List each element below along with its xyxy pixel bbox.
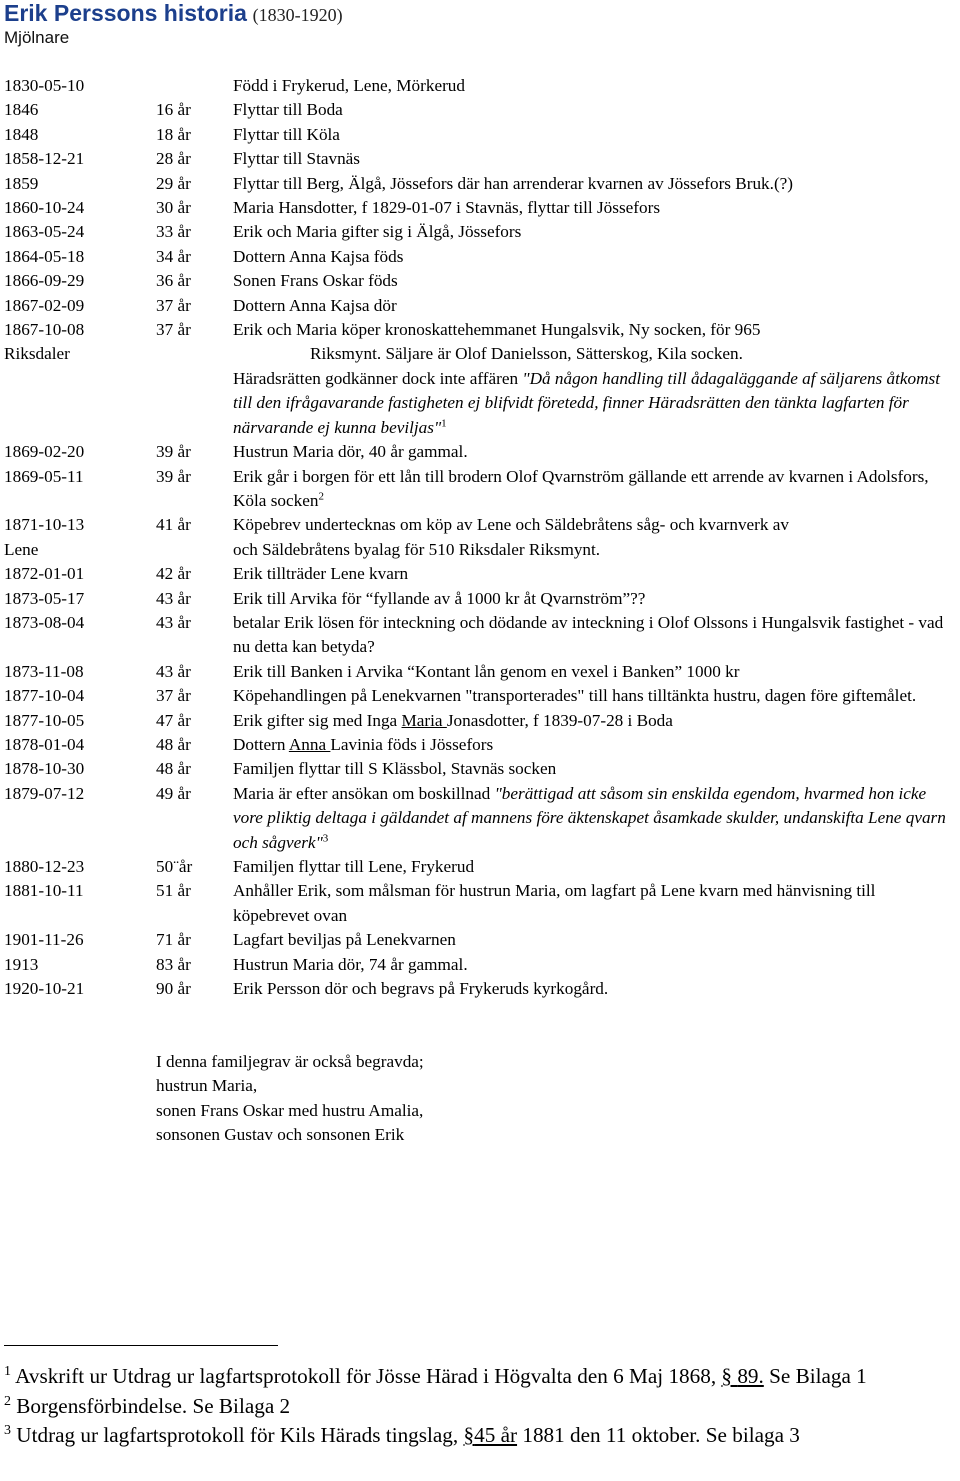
entry-age: 71 år: [156, 930, 191, 950]
timeline-entry: [0, 440, 960, 464]
entry-text: Anhåller Erik, som målsman för hustrun Maria, om lagfart på Lene kvarn med hänvisning till köpebrevet ovan: [233, 881, 876, 925]
entry-age: 43 år: [156, 661, 191, 681]
entry-date: 1858-12-21: [4, 149, 85, 169]
family-grave-note: [156, 1050, 424, 1148]
grave-line: I denna familjegrav är också begravda;: [156, 1052, 424, 1071]
footnote-tail: 1881 den 11 oktober. Se bilaga 3: [517, 1423, 800, 1447]
entry-date: 1846: [4, 100, 39, 120]
section-ref: § 89.: [721, 1364, 764, 1388]
entry-text: [233, 465, 951, 514]
footnote-ref[interactable]: 2: [318, 490, 324, 503]
timeline-entry: [0, 879, 960, 928]
entry-body: Erik går i borgen för ett lån till brodern Olof Qvarnström gällande ett arrende av kvarnen i Adolsfors, Köla socken: [233, 466, 929, 510]
timeline-entry: [0, 245, 960, 269]
timeline-entry: [0, 220, 960, 244]
entry-age: 49 år: [156, 783, 191, 803]
timeline-entry: [0, 74, 960, 98]
entry-date: 1871-10-13: [4, 515, 85, 535]
entry-age: 34 år: [156, 246, 191, 266]
entry-text: [233, 709, 951, 733]
entry-plain-text: Maria är efter ansökan om boskillnad: [233, 783, 495, 803]
footnote-number: 2: [4, 1393, 11, 1409]
entry-age: 43 år: [156, 612, 191, 632]
entry-age: 83 år: [156, 954, 191, 974]
underlined-name: Anna: [288, 734, 331, 754]
entry-text: Erik och Maria gifter sig i Älgå, Jössefors: [233, 222, 522, 242]
section-number: 89.: [737, 1364, 764, 1388]
entry-date: 1878-01-04: [4, 734, 85, 754]
entry-text: Erik till Banken i Arvika “Kontant lån genom en vexel i Banken” 1000 kr: [233, 661, 740, 681]
entry-text-part: Jonasdotter, f 1839-07-28 i Boda: [446, 710, 673, 730]
entry-date: 1920-10-21: [4, 979, 85, 999]
entry-date: 1869-05-11: [4, 466, 84, 486]
title-years: (1830-1920): [252, 5, 343, 25]
timeline: [0, 74, 960, 1001]
entry-text: Lagfart beviljas på Lenekvarnen: [233, 930, 456, 950]
entry-age: 41 år: [156, 515, 191, 535]
entry-date: 1848: [4, 124, 39, 144]
timeline-entry: [0, 709, 960, 733]
occupation-subtitle: Mjölnare: [4, 28, 70, 47]
entry-plain-text: Häradsrätten godkänner dock inte affären: [233, 368, 523, 388]
entry-text-part: Lavinia föds i Jössefors: [330, 734, 494, 754]
entry-age: 16 år: [156, 100, 191, 120]
footnote-text: Utdrag ur lagfartsprotokoll för Kils Härads tingslag,: [11, 1423, 464, 1447]
section-ref: §45 år: [463, 1423, 518, 1447]
entry-date: 1830-05-10: [4, 76, 85, 95]
entry-text: Köpebrev undertecknas om köp av Lene och Säldebråtens såg- och kvarnverk av: [233, 515, 790, 535]
entry-age: 42 år: [156, 564, 191, 584]
timeline-entry: [0, 782, 960, 855]
entry-text: Flyttar till Boda: [233, 100, 343, 120]
timeline-entry: [0, 953, 960, 977]
entry-date: 1879-07-12: [4, 783, 85, 803]
entry-age: 37 år: [156, 686, 191, 706]
timeline-entry: [0, 123, 960, 147]
entry-age: 36 år: [156, 271, 191, 291]
entry-age: 37 år: [156, 295, 191, 315]
entry-text: betalar Erik lösen för inteckning och dödande av inteckning i Olof Olssons i Hungalsvik fastighet - vad nu detta kan betyda?: [233, 612, 944, 657]
entry-text: Familjen flyttar till Lene, Frykerud: [233, 857, 475, 876]
entry-text: Född i Frykerud, Lene, Mörkerud: [233, 76, 465, 95]
entry-age: 47 år: [156, 710, 191, 730]
timeline-entry: [0, 660, 960, 684]
entry-date: 1872-01-01: [4, 564, 85, 584]
entry-continuation: [233, 367, 951, 440]
timeline-entry: [0, 98, 960, 122]
entry-text-part: Dottern: [233, 734, 289, 754]
entry-date: 1869-02-20: [4, 442, 85, 462]
entry-age: 29 år: [156, 173, 191, 193]
entry-age: 51 år: [156, 881, 191, 901]
entry-date: 1877-10-05: [4, 710, 85, 730]
timeline-entry: [0, 611, 960, 660]
entry-date: 1863-05-24: [4, 222, 85, 242]
entry-age: 33 år: [156, 222, 191, 242]
footnote-text: Borgensförbindelse. Se Bilaga 2: [11, 1393, 291, 1418]
timeline-entry: [0, 269, 960, 293]
entry-age: 48 år: [156, 759, 191, 779]
footnote-ref[interactable]: 1: [441, 416, 447, 429]
document-title: [4, 0, 343, 29]
section-number: 45 år: [474, 1423, 518, 1447]
underlined-name: Maria: [401, 710, 447, 730]
entry-text: Dottern Anna Kajsa dör: [233, 295, 397, 315]
grave-line: sonsonen Gustav och sonsonen Erik: [156, 1125, 405, 1145]
entry-date: 1881-10-11: [4, 881, 84, 901]
entry-age: 48 år: [156, 734, 191, 754]
timeline-entry: [0, 513, 960, 562]
timeline-entry: [0, 562, 960, 586]
footnote-number: 1: [4, 1363, 11, 1379]
entry-date: 1873-05-17: [4, 588, 85, 608]
entry-text: Erik Persson dör och begravs på Frykeruds kyrkogård.: [233, 979, 609, 999]
entry-text: [233, 733, 951, 757]
entry-date: 1913: [4, 954, 39, 974]
entry-date: 1867-10-08: [4, 320, 85, 340]
entry-text: Erik till Arvika för “fyllande av å 1000 kr åt Qvarnström”??: [233, 588, 646, 608]
footnote-ref[interactable]: 3: [322, 831, 329, 844]
entry-quote: "Då någon handling till ådagaläggande af säljarens åtkomst till den ifrågavarande fastigheten ej blifvidt företedd, finner Häradsrätten den tänkta lagfarten för närvarande ej kunna beviljas": [233, 368, 941, 437]
timeline-entry: [0, 587, 960, 611]
entry-age: 37 år: [156, 320, 191, 340]
footnote: [4, 1392, 956, 1422]
entry-text: Familjen flyttar till S Klässbol, Stavnäs socken: [233, 759, 557, 779]
entry-date: 1866-09-29: [4, 271, 85, 291]
entry-text: Maria Hansdotter, f 1829-01-07 i Stavnäs, flyttar till Jössefors: [233, 198, 661, 218]
entry-age: 39 år: [156, 466, 191, 486]
entry-date: 1864-05-18: [4, 246, 85, 266]
entry-text: Hustrun Maria dör, 40 år gammal.: [233, 442, 468, 462]
entry-text: Dottern Anna Kajsa föds: [233, 246, 404, 266]
timeline-entry: [0, 172, 960, 196]
entry-date: 1878-10-30: [4, 759, 85, 779]
timeline-entry: [0, 318, 960, 440]
footnote-number: 3: [4, 1422, 11, 1438]
timeline-entry: [0, 733, 960, 757]
entry-text: Sonen Frans Oskar föds: [233, 271, 398, 291]
entry-date: 1901-11-26: [4, 930, 84, 950]
entry-text: Hustrun Maria dör, 74 år gammal.: [233, 954, 468, 974]
timeline-entry: [0, 465, 960, 514]
entry-date: 1860-10-24: [4, 198, 85, 218]
entry-text: Flyttar till Köla: [233, 124, 340, 144]
entry-age: 90 år: [156, 979, 191, 999]
grave-line: hustrun Maria,: [156, 1076, 258, 1096]
grave-line: sonen Frans Oskar med hustru Amalia,: [156, 1100, 424, 1120]
entry-text: Flyttar till Stavnäs: [233, 149, 360, 169]
footnote: [4, 1421, 956, 1451]
entry-date: 1880-12-23: [4, 857, 85, 876]
entry-text: Köpehandlingen på Lenekvarnen "transporterades" till hans tilltänkta hustru, dagen före giftemålet.: [233, 686, 917, 706]
entry-text: Erik tillträder Lene kvarn: [233, 564, 409, 584]
entry-age: 30 år: [156, 198, 191, 218]
entry-age: 43 år: [156, 588, 191, 608]
entry-age: 39 år: [156, 442, 191, 462]
entry-text-part: Erik gifter sig med Inga: [233, 710, 402, 730]
entry-age: 50¨år: [156, 857, 193, 876]
entry-continuation: Riksmynt. Säljare är Olof Danielsson, Sätterskog, Kila socken.: [310, 344, 743, 364]
entry-sublabel: Lene: [4, 539, 39, 559]
footnote-text: Avskrift ur Utdrag ur lagfartsprotokoll för Jösse Härad i Högvalta den 6 Maj 1868,: [11, 1364, 722, 1388]
footnote-tail: Se Bilaga 1: [763, 1364, 867, 1388]
entry-text: Erik och Maria köper kronoskattehemmanet Hungalsvik, Ny socken, för 965: [233, 320, 761, 340]
entry-date: 1877-10-04: [4, 686, 85, 706]
footnote-separator: [4, 1345, 278, 1346]
entry-age: 18 år: [156, 124, 191, 144]
entry-text: [233, 782, 951, 855]
timeline-entry: [0, 757, 960, 781]
entry-age: 28 år: [156, 149, 191, 169]
timeline-entry: [0, 928, 960, 952]
title-text: Erik Perssons historia: [4, 0, 247, 26]
entry-continuation: och Säldebråtens byalag för 510 Riksdaler Riksmynt.: [233, 539, 601, 559]
entry-text: Flyttar till Berg, Älgå, Jössefors där han arrenderar kvarnen av Jössefors Bruk.(?): [233, 173, 794, 193]
entry-sublabel: Riksdaler: [4, 344, 70, 364]
entry-date: 1867-02-09: [4, 295, 85, 315]
entry-date: 1873-08-04: [4, 612, 85, 632]
entry-quote: "berättigad att såsom sin enskilda egendom, hvarmed hon icke vore pliktig deltaga i gäldandet af mannens före äktenskapet åsamkade skulder, undanskifta Lene qvarn och sågverk": [233, 783, 946, 852]
timeline-entry: [0, 147, 960, 171]
entry-date: 1859: [4, 173, 39, 193]
timeline-entry: [0, 196, 960, 220]
footnotes: [4, 1362, 956, 1451]
footnote: [4, 1362, 956, 1392]
timeline-entry: [0, 977, 960, 1001]
timeline-entry: [0, 855, 960, 879]
timeline-entry: [0, 684, 960, 708]
entry-date: 1873-11-08: [4, 661, 84, 681]
timeline-entry: [0, 294, 960, 318]
